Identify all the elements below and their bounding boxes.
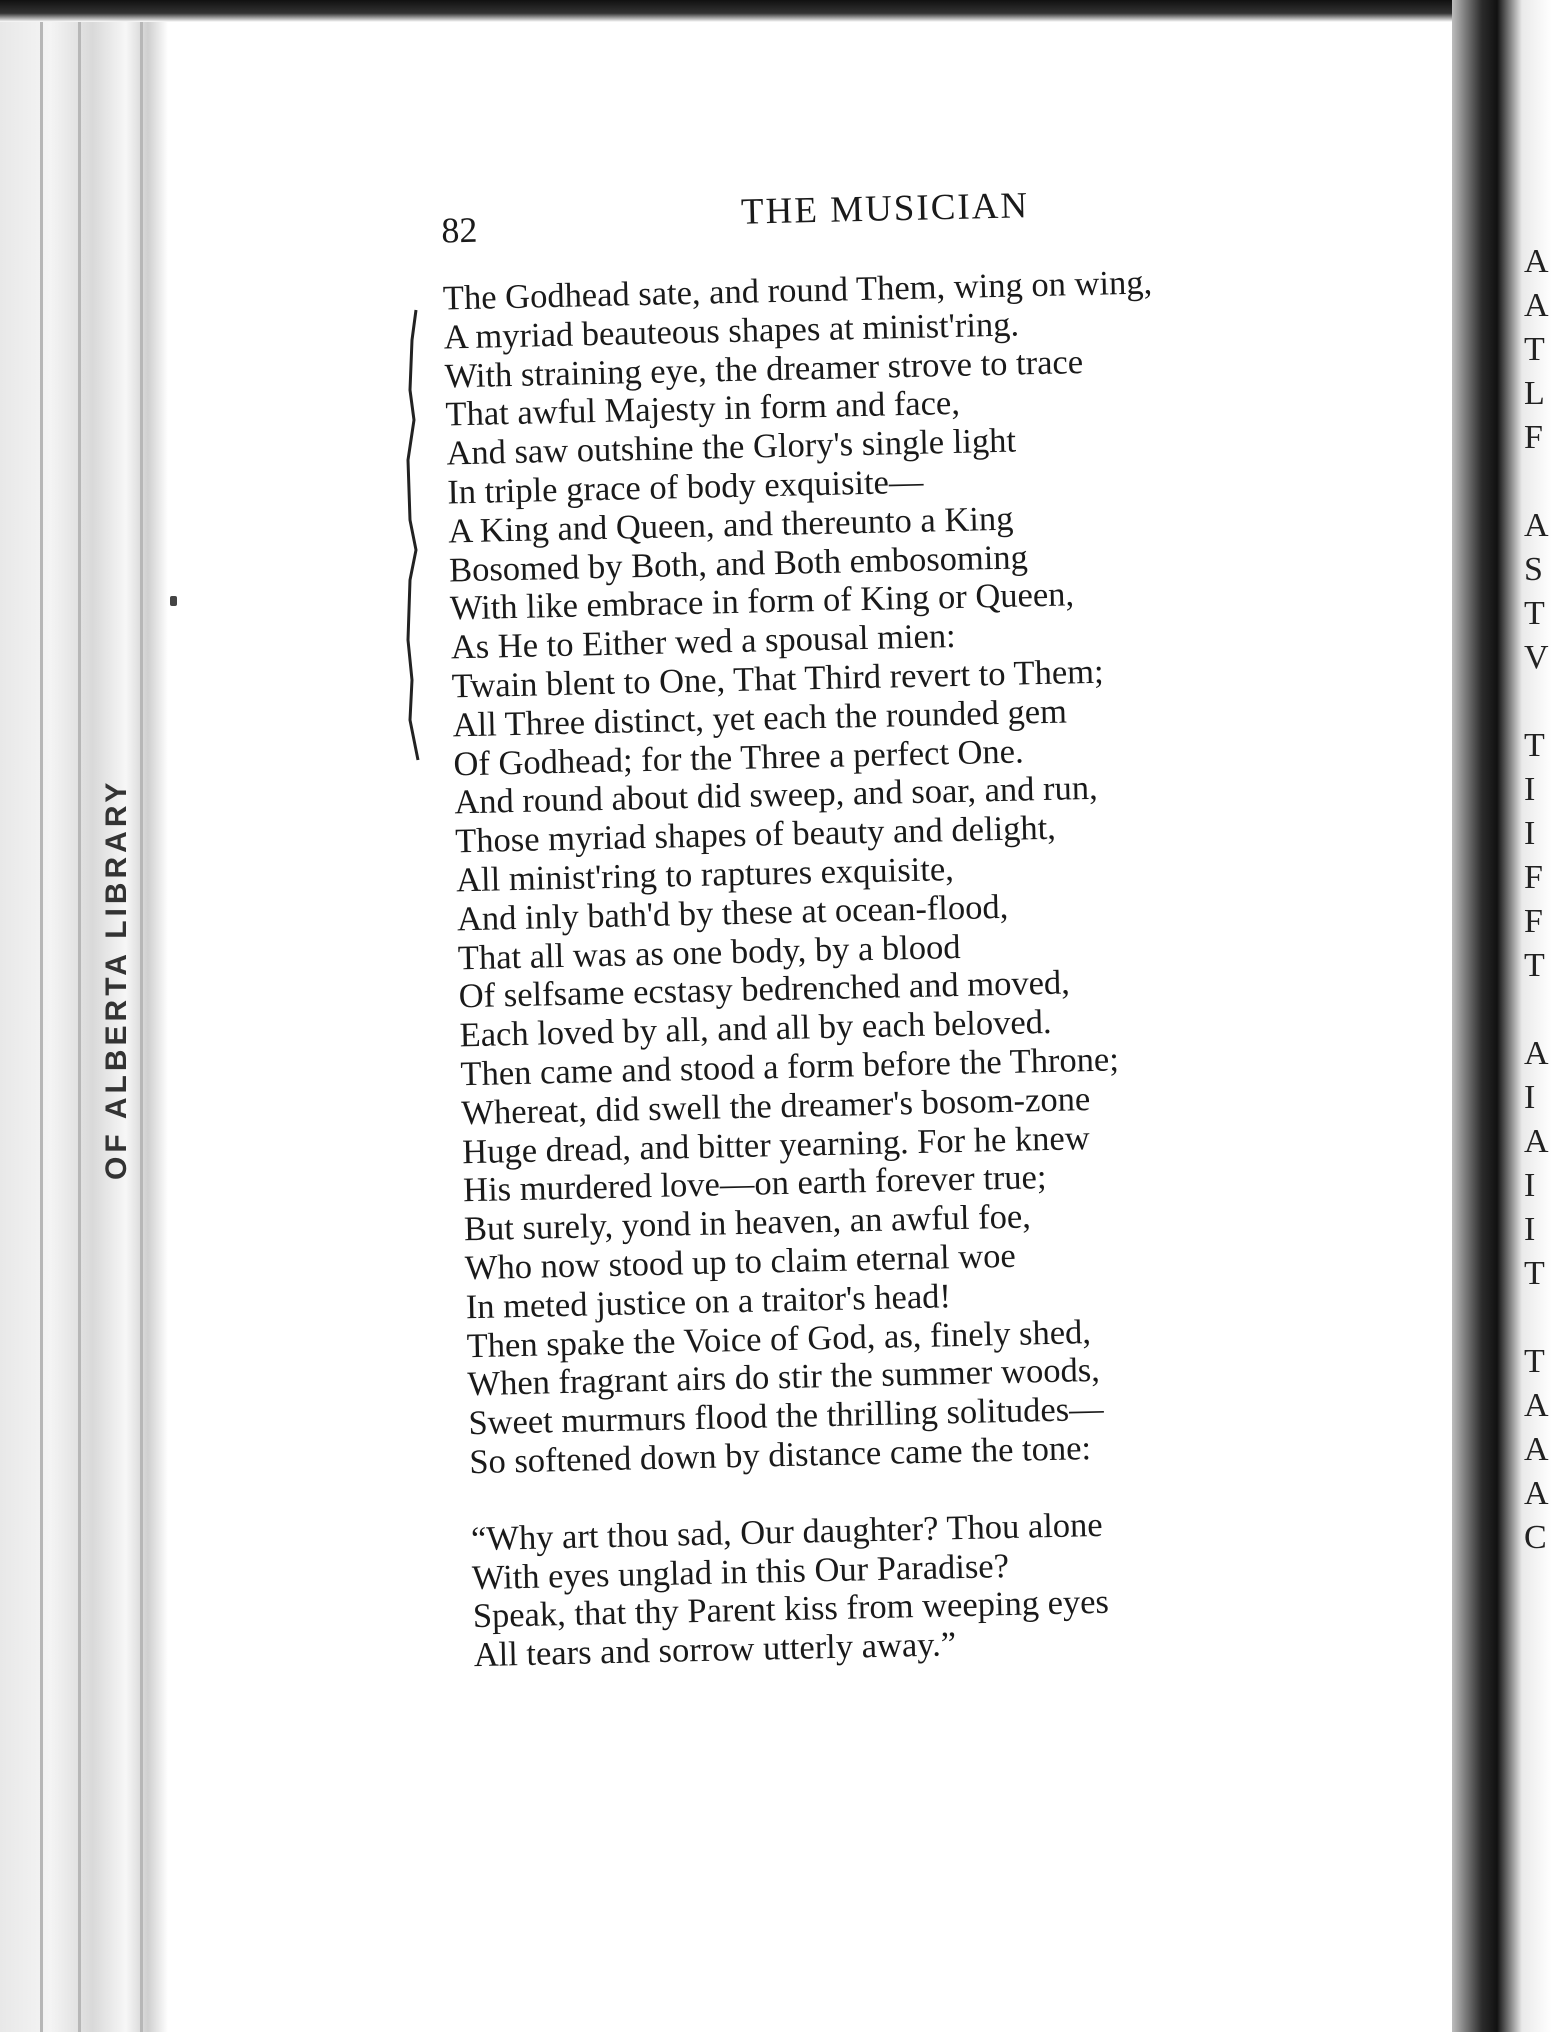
facing-page-letter: A [1524, 1123, 1549, 1160]
poem-line: And inly bath'd by these at ocean-flood, [456, 887, 1009, 939]
poem-line: That awful Majesty in form and face, [445, 384, 961, 434]
facing-page-letter: I [1524, 815, 1536, 852]
facing-page-letter: T [1524, 331, 1545, 368]
page-edge-line [78, 0, 81, 2032]
facing-page-letter: T [1524, 595, 1545, 632]
facing-page-letter: I [1524, 1079, 1536, 1116]
poem-line: Twain blent to One, That Third revert to Them; [451, 652, 1104, 706]
facing-page-letter: T [1524, 1343, 1545, 1380]
facing-page-letter: F [1524, 419, 1543, 456]
poem-line: All Three distinct, yet each the rounded gem [452, 692, 1068, 745]
margin-bracket-mark [398, 300, 428, 770]
facing-page-letter: A [1524, 507, 1549, 544]
facing-page-letter: F [1524, 903, 1543, 940]
facing-page-letter: I [1524, 771, 1536, 808]
poem-line: When fragrant airs do stir the summer woods, [467, 1351, 1101, 1404]
poem-line: Speak, that thy Parent kiss from weeping eyes [472, 1583, 1110, 1636]
poem-line: A King and Queen, and thereunto a King [447, 499, 1014, 551]
poem-line: And saw outshine the Glory's single light [446, 421, 1017, 473]
running-head: THE MUSICIAN [740, 185, 1030, 233]
poem-line: Those myriad shapes of beauty and delight, [454, 808, 1057, 861]
facing-page-letter: A [1524, 243, 1549, 280]
poem-line: All minist'ring to raptures exquisite, [455, 850, 955, 900]
facing-page-letter: A [1524, 1475, 1549, 1512]
facing-page-letter: F [1524, 859, 1543, 896]
facing-page-letter [1524, 988, 1552, 1032]
poem-line: His murdered love—on earth forever true; [462, 1158, 1047, 1210]
poem-line: Bosomed by Both, and Both embosoming [448, 537, 1029, 590]
poem-line: Huge dread, and bitter yearning. For he knew [461, 1118, 1091, 1171]
book-fore-edge [0, 0, 168, 2032]
poem-line: Of Godhead; for the Three a perfect One. [453, 732, 1025, 783]
facing-page-letter: A [1524, 1431, 1549, 1468]
poem-line: With like embrace in form of King or Queen, [449, 575, 1075, 628]
poem-line: So softened down by distance came the tone: [468, 1429, 1092, 1482]
poem-line: But surely, yond in heaven, an awful foe, [463, 1197, 1032, 1249]
poem-line: With eyes unglad in this Our Paradise? [471, 1546, 1010, 1597]
facing-page-letter: C [1524, 1519, 1547, 1556]
page-edge-line [40, 0, 43, 2032]
poem-text [442, 263, 1183, 1675]
poem-line: “Why art thou sad, Our daughter? Thou alone [470, 1505, 1104, 1558]
poem-line: Sweet murmurs flood the thrilling solitudes— [468, 1389, 1105, 1443]
facing-page-letter: L [1524, 375, 1545, 412]
facing-page-letter: A [1524, 1035, 1549, 1072]
facing-page-letter: S [1524, 551, 1543, 588]
facing-page-letter: V [1524, 639, 1549, 676]
library-stamp: OF ALBERTA LIBRARY [100, 778, 133, 1180]
book-page [420, 150, 1355, 1730]
facing-page-letter [1524, 1296, 1552, 1340]
page-number: 82 [440, 209, 478, 251]
facing-page-letter: I [1524, 1167, 1536, 1204]
facing-page-letter: I [1524, 1211, 1536, 1248]
poem-line: And round about did sweep, and soar, and run, [453, 769, 1099, 822]
margin-mark [170, 596, 177, 606]
facing-page-letter [1524, 460, 1552, 504]
facing-page-letter: T [1524, 947, 1545, 984]
top-shadow [0, 0, 1552, 22]
facing-page-letter: A [1524, 1387, 1549, 1424]
poem-line: Then spake the Voice of God, as, finely shed, [466, 1312, 1092, 1365]
poem-line: With straining eye, the dreamer strove to trace [444, 342, 1084, 396]
poem-line: Who now stood up to claim eternal woe [464, 1236, 1017, 1288]
poem-line: Whereat, did swell the dreamer's bosom-zone [460, 1079, 1091, 1133]
poem-line: In triple grace of body exquisite— [446, 462, 924, 512]
page-edge-line [140, 0, 143, 2032]
poem-line: The Godhead sate, and round Them, wing on wing, [442, 263, 1153, 318]
facing-page-letter [1524, 680, 1552, 724]
facing-page-letter: T [1524, 727, 1545, 764]
poem-line: Each loved by all, and all by each beloved. [459, 1003, 1052, 1055]
facing-page-text [1524, 240, 1552, 1940]
poem-line: A myriad beauteous shapes at minist'ring. [443, 305, 1020, 357]
poem-line: All tears and sorrow utterly away.” [473, 1625, 957, 1675]
facing-page-letter: T [1524, 1255, 1545, 1292]
poem-line: As He to Either wed a spousal mien: [450, 617, 957, 667]
poem-line: That all was as one body, by a blood [457, 927, 961, 977]
poem-line: Of selfsame ecstasy bedrenched and moved, [458, 963, 1071, 1016]
poem-line: In meted justice on a traitor's head! [465, 1276, 952, 1326]
poem-line: Then came and stood a form before the Throne; [460, 1040, 1120, 1094]
facing-page-letter: A [1524, 287, 1549, 324]
